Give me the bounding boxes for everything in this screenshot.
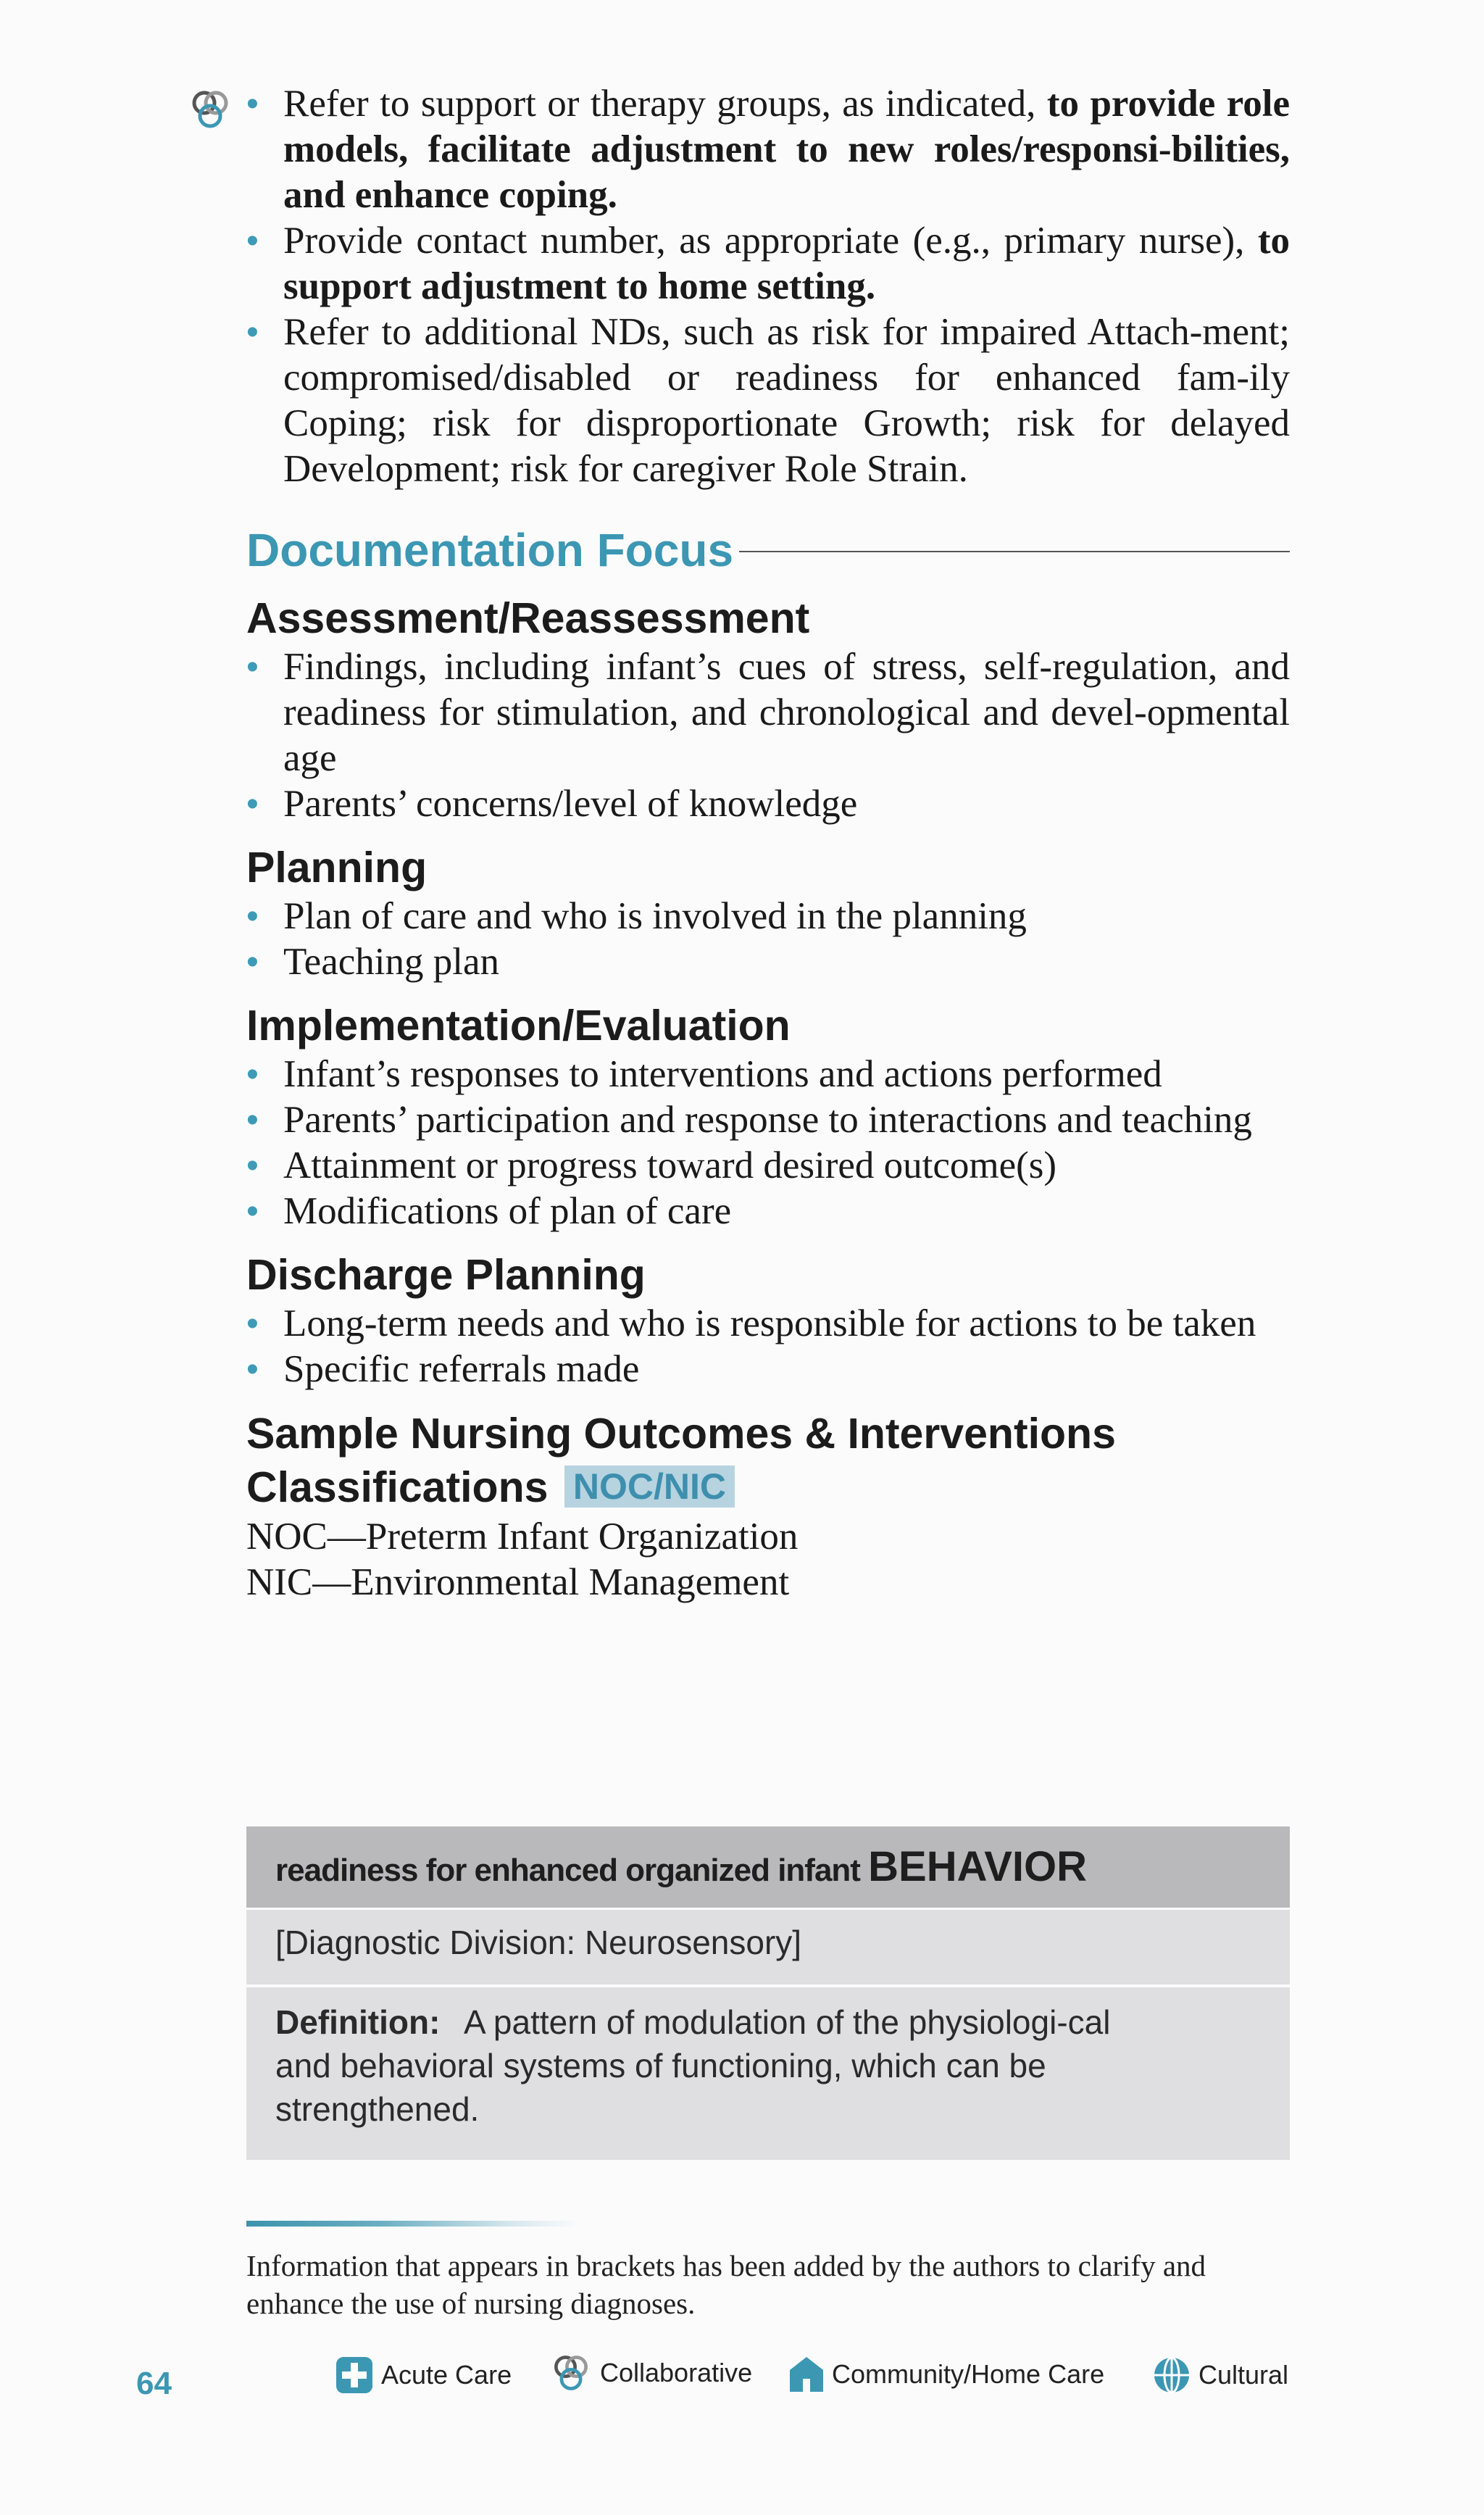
heading-line-2: Classifications [246, 1463, 549, 1511]
list-item [246, 781, 1290, 827]
assessment-list [246, 644, 1290, 827]
list-item [246, 1347, 1290, 1392]
legend-label: Cultural [1199, 2360, 1289, 2390]
bullet-rationale: to provide role models, facilitate adjustment to new roles/responsi-bilities, and enhance coping. [283, 83, 1290, 216]
footnote-rule [246, 2221, 580, 2227]
legend-label: Acute Care [381, 2360, 512, 2390]
definition-label: Definition: [275, 2003, 441, 2041]
bullet-dot: • [246, 1350, 259, 1389]
bullet-text: Infant’s responses to interventions and actions performed [283, 1053, 1162, 1095]
assessment-heading: Assessment/Reassessment [246, 594, 810, 642]
list-item [246, 939, 1290, 985]
bullet-dot: • [246, 1305, 259, 1343]
page-number: 64 [136, 2366, 172, 2401]
noc-line: NOC—Preterm Infant Organization [246, 1516, 799, 1558]
bullet-dot: • [246, 1055, 259, 1094]
footnote: Information that appears in brackets has been added by the authors to clarify and enhance the use of nursing diagnoses. [246, 2249, 1206, 2320]
diagnosis-title-prefix: readiness for enhanced organized infant [275, 1853, 869, 1888]
collaborative-icon [549, 2351, 593, 2395]
bullet-text: Provide contact number, as appropriate (e.g., primary nurse), [283, 220, 1258, 262]
implementation-heading: Implementation/Evaluation [246, 1002, 791, 1049]
legend-collaborative [549, 2351, 752, 2395]
diagnosis-title-keyword: BEHAVIOR [868, 1843, 1088, 1890]
bullet-dot: • [246, 943, 259, 981]
bullet-text: Specific referrals made [283, 1348, 640, 1390]
bullet-text: Plan of care and who is involved in the planning [283, 895, 1027, 937]
bullet-text: Findings, including infant’s cues of stress, self-regulation, and readiness for stimulation, and chronological and devel-opmental age [283, 646, 1290, 779]
list-item [246, 218, 1290, 309]
bullet-dot: • [246, 648, 259, 686]
home-icon [788, 2356, 825, 2393]
bullet-dot: • [246, 1147, 259, 1185]
bullet-rationale: to support adjustment to home setting. [283, 220, 1290, 307]
legend-label: Community/Home Care [832, 2359, 1105, 2389]
list-item [246, 1052, 1290, 1097]
heading-rule [739, 551, 1290, 552]
bullet-text: Parents’ concerns/level of knowledge [283, 783, 858, 825]
legend-acute-care [335, 2356, 512, 2395]
diagnostic-division: [Diagnostic Division: Neurosensory] [246, 1910, 1290, 1984]
list-item [246, 1189, 1290, 1234]
legend-community-home-care [788, 2356, 1104, 2393]
bullet-dot: • [246, 85, 259, 123]
bullet-text: Refer to support or therapy groups, as indicated, [283, 83, 1047, 125]
section-title: Documentation Focus [246, 524, 734, 576]
behavior-diagnosis-box [246, 1826, 1290, 2160]
noc-nic-tag: NOC/NIC [564, 1466, 735, 1508]
list-item [246, 644, 1290, 781]
bullet-dot: • [246, 897, 259, 936]
bullet-text: Parents’ participation and response to interactions and teaching [283, 1099, 1252, 1141]
acute-care-icon [335, 2356, 374, 2395]
bullet-text: Attainment or progress toward desired outcome(s) [283, 1144, 1057, 1186]
list-item [246, 1301, 1290, 1347]
discharge-list [246, 1301, 1290, 1392]
definition-block [246, 1987, 1290, 2160]
heading-line-1: Sample Nursing Outcomes & Interventions [246, 1410, 1116, 1458]
bullet-text: Teaching plan [283, 941, 499, 983]
main-column [246, 81, 1290, 1605]
list-item [246, 894, 1290, 939]
legend-label: Collaborative [600, 2358, 753, 2387]
diagnosis-title [246, 1826, 1290, 1908]
implementation-list [246, 1052, 1290, 1234]
bullet-text: Modifications of plan of care [283, 1190, 732, 1232]
discharge-heading: Discharge Planning [246, 1251, 646, 1299]
top-bullet-list [246, 81, 1290, 492]
bullet-dot: • [246, 785, 259, 823]
planning-heading: Planning [246, 844, 428, 891]
list-item [246, 1143, 1290, 1189]
list-item [246, 1097, 1290, 1143]
sample-classifications-heading [246, 1407, 1290, 1514]
bullet-dot: • [246, 313, 259, 352]
bullet-text: Long-term needs and who is responsible for actions to be taken [283, 1302, 1256, 1344]
collaborative-icon [187, 87, 233, 132]
definition-text: A pattern of modulation of the physiologi-cal and behavioral systems of functioning, which can be strengthened. [275, 2003, 1111, 2128]
globe-icon [1152, 2356, 1191, 2395]
list-item [246, 81, 1290, 218]
planning-list [246, 894, 1290, 985]
bullet-dot: • [246, 1101, 259, 1139]
legend-cultural [1152, 2356, 1288, 2395]
bullet-dot: • [246, 222, 259, 260]
nic-line: NIC—Environmental Management [246, 1561, 790, 1603]
bullet-text: Refer to additional NDs, such as risk for impaired Attach-ment; compromised/disabled or readiness for enhanced fam-ily Coping; risk for disproportionate Growth; risk for delayed Development; risk for caregiver Role Strain. [283, 311, 1290, 490]
bullet-dot: • [246, 1192, 259, 1231]
documentation-focus-heading [246, 520, 1290, 581]
list-item [246, 309, 1290, 492]
